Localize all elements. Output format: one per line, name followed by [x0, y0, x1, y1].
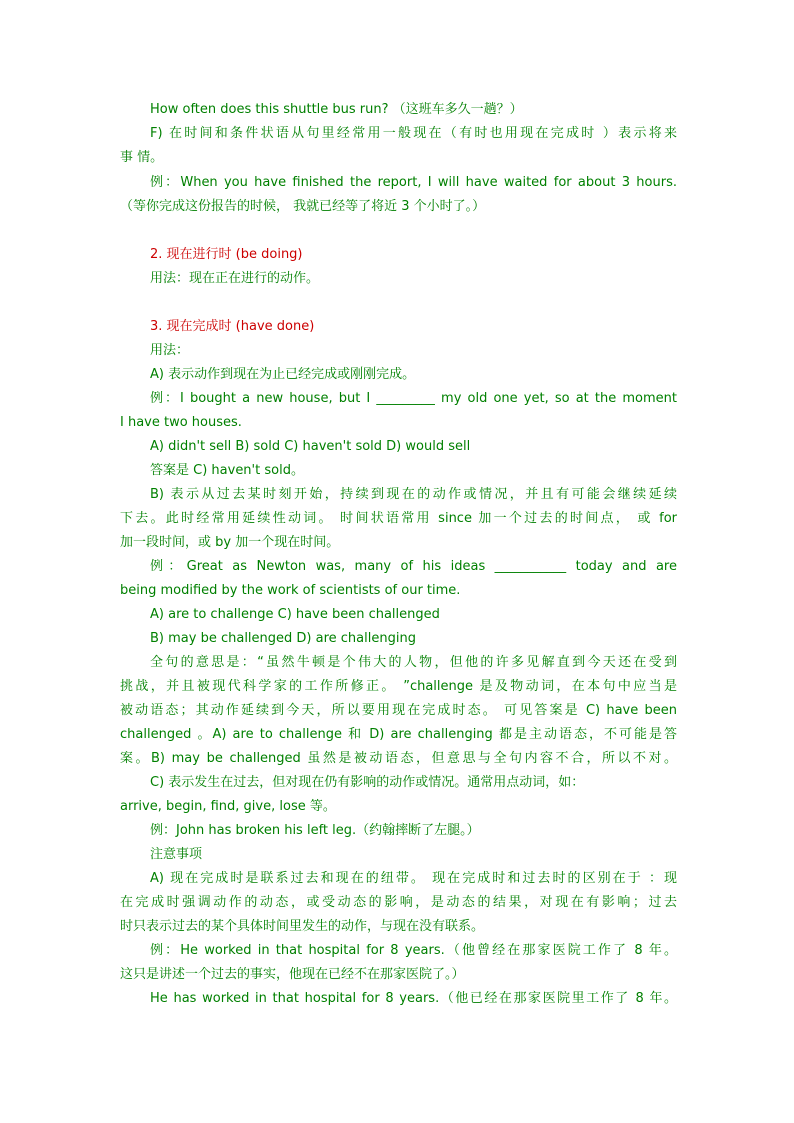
- text-line: 时只表示过去的某个具体时间里发生的动作，与现在没有联系。: [120, 919, 485, 934]
- text-line: A) didn't sell B) sold C) haven't sold D) would sell: [150, 439, 471, 454]
- text-line: 例：When you have finished the report, I will have waited for about 3 hours.: [150, 175, 677, 190]
- text-line: A) 表示动作到现在为止已经完成或刚刚完成。: [150, 367, 416, 382]
- text-line: arrive, begin, find, give, lose 等。: [120, 799, 336, 814]
- text-line: 答案是 C) haven't sold。: [150, 463, 304, 478]
- text-line: 例：I bought a new house, but I _________ my old one yet, so at the moment: [150, 391, 677, 406]
- text-line: I have two houses.: [120, 415, 242, 430]
- section-heading: 2. 现在进行时 (be doing): [150, 247, 303, 262]
- text-line: 注意事项: [150, 847, 203, 862]
- section-heading: 3. 现在完成时 (have done): [150, 319, 315, 334]
- text-line: （等你完成这份报告的时候， 我就已经等了将近 3 个小时了。）: [120, 199, 486, 214]
- text-line: 下去。此时经常用延续性动词。 时间状语常用 since 加一个过去的时间点， 或 for: [120, 511, 677, 526]
- text-line: 例：He worked in that hospital for 8 years.（他曾经在那家医院工作了 8 年。: [150, 943, 677, 958]
- text-line: 被动语态；其动作延续到今天，所以要用现在完成时态。 可见答案是 C) have been: [120, 703, 677, 718]
- text-line: challenged 。A) are to challenge 和 D) are challenging 都是主动语态，不可能是答: [120, 727, 677, 742]
- text-line: C) 表示发生在过去，但对现在仍有影响的动作或情况。通常用点动词，如：: [150, 775, 585, 790]
- text-line: A) are to challenge C) have been challenged: [150, 607, 440, 622]
- text-line: How often does this shuttle bus run? （这班车多久一趟？）: [150, 102, 523, 117]
- text-line: 用法：: [150, 343, 190, 358]
- text-line: A) 现在完成时是联系过去和现在的纽带。 现在完成时和过去时的区别在于 ：现: [150, 871, 677, 886]
- text-line: 事 情。: [120, 150, 164, 165]
- text-line: 在完成时强调动作的动态，或受动态的影响，是动态的结果，对现在有影响；过去: [120, 895, 677, 910]
- text-line: 例：John has broken his left leg.（约翰摔断了左腿。）: [150, 823, 480, 838]
- text-line: B) may be challenged D) are challenging: [150, 631, 416, 646]
- text-line: He has worked in that hospital for 8 years.（他已经在那家医院里工作了 8 年。: [150, 991, 677, 1006]
- text-line: 用法：现在正在进行的动作。: [150, 271, 320, 286]
- text-line: B) 表示从过去某时刻开始，持续到现在的动作或情况，并且有可能会继续延续: [150, 487, 677, 502]
- text-line: 案。B) may be challenged 虽然是被动语态，但意思与全句内容不合，所以不对。: [120, 751, 677, 766]
- text-line: 挑战，并且被现代科学家的工作所修正。 ”challenge 是及物动词，在本句中应当是: [120, 679, 677, 694]
- text-line: F) 在时间和条件状语从句里经常用一般现在（有时也用现在完成时 ）表示将来: [150, 126, 677, 141]
- text-line: 这只是讲述一个过去的事实，他现在已经不在那家医院了。）: [120, 967, 465, 982]
- text-line: 加一段时间，或 by 加一个现在时间。: [120, 535, 340, 550]
- text-line: 例：Great as Newton was, many of his ideas ___________ today and are: [150, 559, 677, 574]
- text-line: 全句的意思是：“虽然牛顿是个伟大的人物，但他的许多见解直到今天还在受到: [150, 655, 677, 670]
- text-line: being modified by the work of scientists of our time.: [120, 583, 461, 598]
